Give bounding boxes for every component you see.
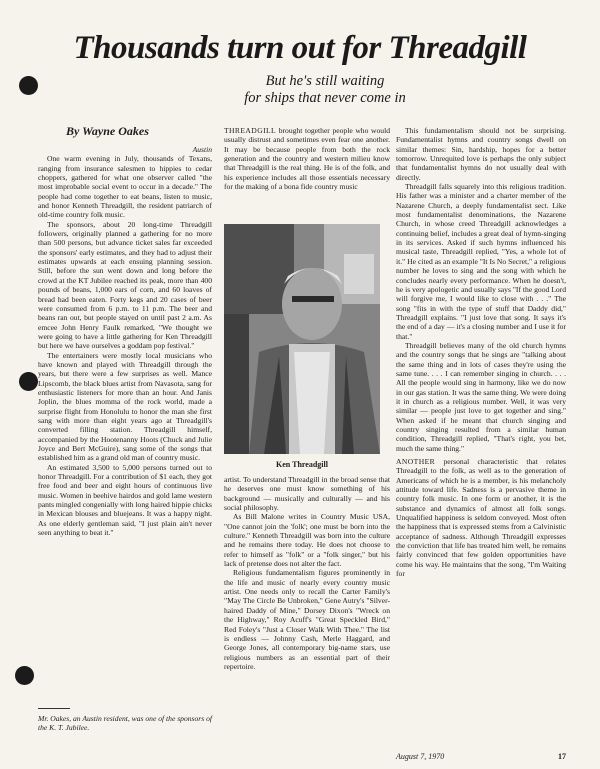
col1-paragraph: An estimated 3,500 to 5,000 persons turned out to honor Threadgill. For a contribution of $1 each, they got free food and beer and eight hours of continuous live music. Women in beehive hairdos and gold lame western pants mingled congenially with long haired hippie chicks in Mexican blouses and bluejeans. It was a happy night. As one elderly gentleman said, "I just plain ain't never seen anything to beat it." bbox=[38, 462, 212, 538]
subhead-line-2: for ships that never come in bbox=[244, 90, 406, 106]
col2b-paragraph: artist. To understand Threadgill in the broad sense that he deserves one must know something of his background — musically and culturally — and his social philosophy. bbox=[224, 475, 390, 513]
byline: By Wayne Oakes bbox=[66, 124, 149, 138]
subhead-line-1: But he's still waiting bbox=[265, 73, 385, 89]
col3-paragraph: Threadgill falls squarely into this religious tradition. His father was a minister and a charter member of the Nazarene Church, a deeply fundamentalist sect. Like most fundamentalist denominations, the Nazarene Church, in whose creed Threadgill acknowledges a continuing belief, includes a great deal of hymn-singing in its services. Asked if such hymns influenced his musical taste, Threadgill replied, "Yes, a whole lot of it." He cited as an example "It Is No Secret," a religious number he loves to sing and the song with which he concludes nearly every performance. When he doesn't, he is very apologetic and usually says "If the good Lord will forgive me, I would like to close with . . ." The song "fits in with the type of stuff that Daddy did," Threadgill explains. "I just love that song. It says it's the end of a day — it's a closing number and I use it for that." bbox=[396, 182, 566, 341]
col2b-paragraph: Religious fundamentalism figures prominently in the life and music of nearly every country music artist. One needs only to recall the Carter Family's "May The Circle Be Unbroken," Gene Autry's "Silver-haired Daddy of Mine," Dorsey Dixon's "Wreck on the Highway," Roy Acuff's "Great Speckled Bird," Red Foley's "Just a Closer Walk With Thee." The list is endless — Johnny Cash, Merle Haggard, and George Jones, all contemporary big-name stars, use religious numbers as an essential part of their repertoire. bbox=[224, 568, 390, 671]
column-2-bottom bbox=[224, 475, 390, 750]
column-3 bbox=[396, 126, 566, 748]
col2-top-text: brought together people who would usually distrust and sometimes even fear one another. It may be because people from both the rock generation and the country and western milieu know that Threadgill is the real thing. He is of the folk, and his experience includes all those essentials necessary for the making of a bona fide country music bbox=[224, 126, 390, 192]
column-2-top bbox=[224, 126, 390, 219]
col1-paragraph: The entertainers were mostly local musicians who have known and played with Threadgill through the years, but there were a few surprises as well. Mance Lipscomb, the black blues artist from Navasota, sang for enthusiastic listeners for more than an hour. And Janis Joplin, the blues momma of the rock world, made a surprise flight from Honolulu to honor the man she first sang with more than eight years ago at Threadgill's converted filling station. Threadgill himself, accompanied by the Hootenanny Hoots (Chuck and Julie Joyce and Bert McGuire), sang some of the songs that established him as a grand old man of country music. bbox=[38, 350, 212, 463]
col2b-paragraph: As Bill Malone writes in Country Music USA, "One cannot join the 'folk'; one must be born into the culture." Kenneth Threadgill was born into the culture and he remains there today. He does not choose to refer to himself as "folk" or a "folk singer," but his lack of pretense does not alter the fact. bbox=[224, 512, 390, 569]
col3-dropcap-lead: ANOTHER bbox=[396, 457, 436, 467]
author-footnote: Mr. Oakes, an Austin resident, was one of the sponsors of the K. T. Jubilee. bbox=[38, 714, 213, 733]
binder-hole-bottom bbox=[15, 666, 34, 685]
col3-paragraph: Threadgill believes many of the old church hymns and the country songs that he sings are "talking about the same thing and in lots of cases they're using the same tune. . . . I can remember singing in church. . . . All the people would sing in harmony, like we do now in our gas station. It was the same thing. We were doing it in church as a religious number. Well, it was very similar — people just love to get together and sing." When asked if he meant that church singing and country singing resulted from a similar human condition, Threadgill replied, "That's right, you bet, much the same thing." bbox=[396, 340, 566, 453]
col3-after-lead: personal characteristic that relates Threadgill to the folk, as well as to the generation of Americans of which he is a member, is his melancholy attitude toward life. Sadness is a pervasive theme in country folk music. In one form or another, it is the substance and dynamics of almost all folk songs. Unqualified happiness is seldom conveyed. Most often the happiness that is expressed stems from a Calvinistic acceptance of sadness. Although Threadgill expresses the conviction that life has treated him well, he remains fairly convinced that few golden opportunities have come his way. He maintains that the song, "I'm Waiting for bbox=[396, 457, 566, 579]
footnote-rule bbox=[38, 708, 70, 709]
col2-dropcap-lead: THREADGILL bbox=[224, 126, 277, 135]
column-1 bbox=[38, 145, 212, 700]
issue-date: August 7, 1970 bbox=[396, 752, 445, 761]
subheadline bbox=[160, 73, 490, 107]
col2-lead-paragraph bbox=[224, 126, 390, 191]
col3-lead-paragraph bbox=[396, 457, 566, 578]
photo-caption: Ken Threadgill bbox=[276, 460, 328, 469]
portrait-photo bbox=[224, 224, 380, 454]
binder-hole-top bbox=[19, 76, 38, 95]
col1-paragraph: One warm evening in July, thousands of Texans, ranging from insurance salesmen to hippies to cedar choppers, gathered for what one observer called "the most improbable social event to occur in a decade." The people had come together to eat beans, listen to music, and honor Kenneth Threadgill, the resident patriarch of old-time country folk music. bbox=[38, 154, 212, 220]
binder-hole-middle bbox=[19, 372, 38, 391]
page-number: 17 bbox=[558, 752, 566, 761]
headline: Thousands turn out for Threadgill bbox=[73, 30, 527, 66]
photo-image bbox=[224, 224, 380, 454]
col3-paragraph: This fundamentalism should not be surprising. Fundamentalist hymns and country songs dwell on similar themes: Sin, hardship, hopes for a better tomorrow. Unrequited love is perhaps the only subject that fundamentalist hymns do not usually deal with directly. bbox=[396, 126, 566, 182]
dateline: Austin bbox=[192, 145, 212, 154]
col1-paragraph: The sponsors, about 20 long-time Threadgill followers, originally planned a gathering for no more than 500 persons, but advance ticket sales far exceeded the sponsors' early estimates, and they had to adjust their estimates upwards at each ensuing planning session. Still, before the sun went down and long before the crowd at the KT Jubilee reached its peak, more than 400 pounds of beans, 1,000 ears of corn, and 60 loaves of bread had been eaten. Forty kegs and 20 cases of beer were consumed from 6 p.m. to 11 p.m. The beer and beans ran out, but people stayed on until past 2 a.m. As emcee John Henry Faulk remarked, "We thought we were going to have a little gathering for Ken Threadgill but here we have ourselves a goddam pop festival." bbox=[38, 219, 212, 351]
page-footer bbox=[396, 752, 566, 761]
